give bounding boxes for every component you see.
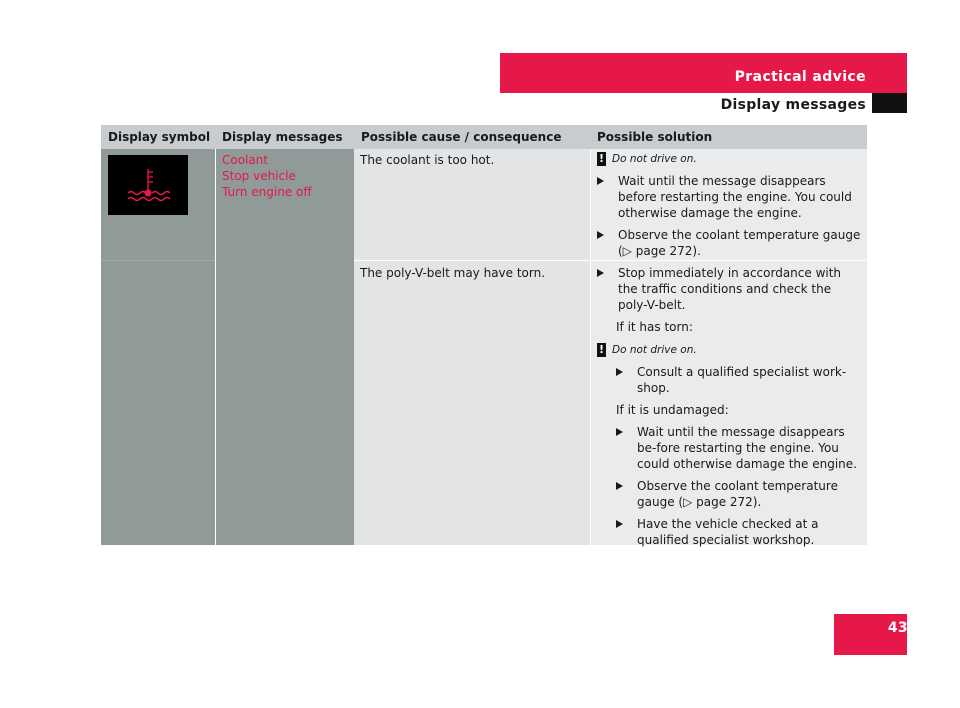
bullet-arrow-icon (597, 269, 604, 277)
message-coolant: Coolant (222, 153, 269, 167)
solution-1 (597, 150, 861, 265)
column-divider (215, 149, 216, 545)
message-turn-engine-off: Turn engine off (222, 185, 312, 199)
bullet-arrow-icon (616, 428, 623, 436)
list-item: Have the vehicle checked at a qualified specialist workshop. (616, 516, 861, 548)
solution-2 (597, 265, 861, 554)
col-display-symbol: Display symbol (108, 130, 211, 144)
warning-icon: ! (598, 342, 605, 356)
col-display-messages: Display messages (222, 130, 343, 144)
bullet-arrow-icon (616, 368, 623, 376)
col-possible-cause: Possible cause / consequence (361, 130, 562, 144)
messages-column (216, 149, 354, 545)
bullet-arrow-icon (616, 482, 623, 490)
list-item: Observe the coolant temperature gauge (▷ page 272). (597, 227, 861, 259)
list-item: Observe the coolant temperature gauge (▷ page 272). (616, 478, 861, 510)
bullet-arrow-icon (597, 177, 604, 185)
message-stop-vehicle: Stop vehicle (222, 169, 296, 183)
messages-table (101, 125, 867, 545)
table-header (101, 125, 867, 149)
section-title: Practical advice (734, 69, 866, 85)
header-marker (872, 93, 907, 113)
page-number: 431 (887, 620, 918, 636)
list-item: Stop immediately in accordance with the traffic conditions and check the poly-V-belt. (597, 265, 861, 313)
display-message-list (222, 152, 352, 200)
col-possible-solution: Possible solution (597, 130, 713, 144)
list-item: Wait until the message disappears before restarting the engine. You could otherwise damage the engine. (597, 173, 861, 221)
row-divider (101, 260, 215, 261)
warning-text: Do not drive on. (612, 153, 697, 165)
section-subtitle: Display messages (720, 97, 866, 113)
bullet-arrow-icon (597, 231, 604, 239)
cause-belt-torn: The poly-V-belt may have torn. (360, 266, 546, 280)
cause-cell-2 (354, 261, 590, 545)
bullet-arrow-icon (616, 520, 623, 528)
if-undamaged-label: If it is undamaged: (616, 403, 729, 417)
list-item: Wait until the message disappears be-fore restarting the engine. You could otherwise damage the engine. (616, 424, 861, 472)
coolant-temperature-warning-icon (108, 155, 188, 215)
if-torn-label: If it has torn: (616, 320, 693, 334)
cause-coolant-hot: The coolant is too hot. (360, 153, 495, 167)
warning-text: Do not drive on. (612, 344, 697, 356)
list-item: Consult a qualified specialist work-shop. (616, 364, 861, 396)
warning-icon: ! (598, 151, 605, 165)
